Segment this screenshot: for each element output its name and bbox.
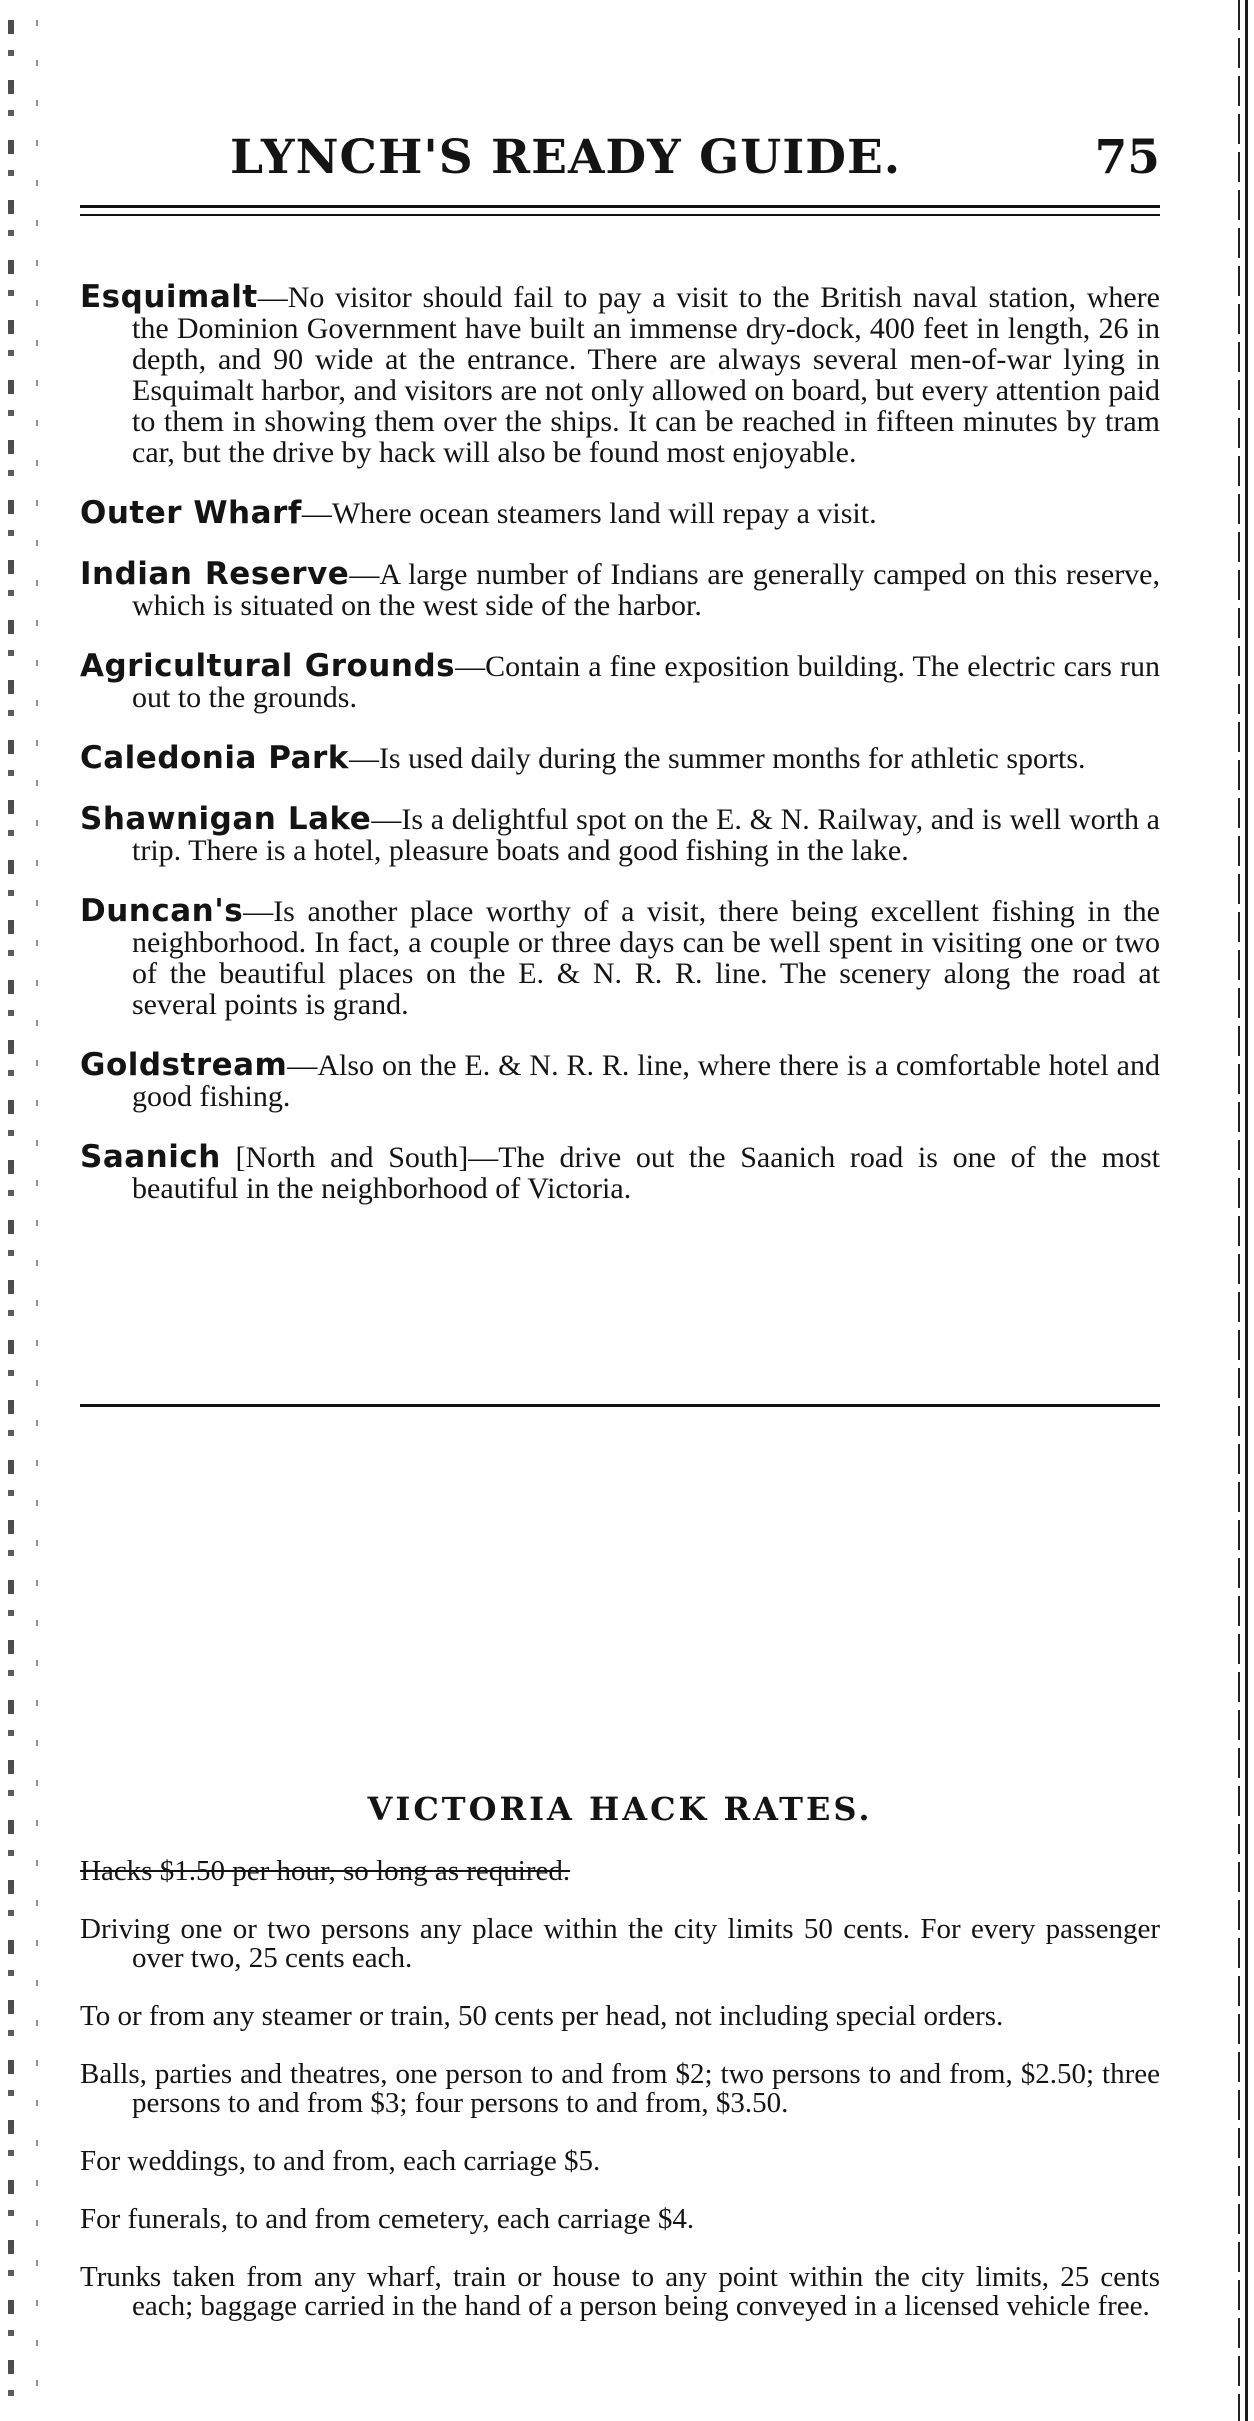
entry-text: [North and South]—The drive out the Saanich road is one of the most beautiful in the neighborhood of Victoria. (132, 1141, 1160, 1205)
scan-edge-left-inner (36, 20, 38, 2400)
page-number: 75 (1094, 130, 1160, 185)
hack-rate-item: For weddings, to and from, each carriage $5. (80, 2145, 601, 2177)
scan-edge-right-inner (1238, 0, 1240, 2421)
running-header (80, 130, 1160, 190)
entry-goldstream (80, 1047, 1160, 1113)
entry-term: Outer Wharf (80, 495, 302, 531)
entry-text: —Is used daily during the summer months for athletic sports. (348, 742, 1086, 775)
entry-term: Duncan's (80, 893, 244, 929)
entry-indian-reserve (80, 556, 1160, 622)
hack-rate-item: Driving one or two persons any place within the city limits 50 cents. For every passenger over two, 25 cents each. (80, 1913, 1160, 1974)
entry-outer-wharf (80, 495, 1160, 531)
hack-rate-item: Balls, parties and theatres, one person to and from $2; two persons to and from, $2.50; three persons to and from $3; four persons to and from, $3.50. (80, 2058, 1160, 2119)
entry-esquimalt (80, 279, 1160, 469)
entry-saanich (80, 1139, 1160, 1205)
hack-rate-item: For funerals, to and from cemetery, each carriage $4. (80, 2203, 695, 2235)
running-title: LYNCH'S READY GUIDE. (230, 130, 902, 185)
attractions-list (80, 252, 1160, 1218)
entry-term: Esquimalt (80, 279, 258, 315)
hack-rate-struck: Hacks $1.50 per hour, so long as required. (80, 1855, 571, 1887)
entry-term: Indian Reserve (80, 556, 350, 592)
entry-term: Caledonia Park (80, 740, 349, 776)
header-rule-bottom (80, 214, 1160, 216)
entry-text: —Where ocean steamers land will repay a visit. (301, 497, 877, 530)
section-divider-rule (80, 1404, 1160, 1407)
hack-rates-title: VICTORIA HACK RATES. (367, 1790, 873, 1828)
entry-text: —Is another place worthy of a visit, there being excellent fishing in the neighborhood. In fact, a couple or three days can be well spent in visiting one or two of the beautiful places on the E. & N. R. R. line. The scenery along the road at several points is grand. (132, 895, 1160, 1021)
entry-duncans (80, 893, 1160, 1021)
entry-term: Agricultural Grounds (80, 648, 456, 684)
entry-text: —Is a delightful spot on the E. & N. Railway, and is well worth a trip. There is a hotel, pleasure boats and good fishing in the lake. (132, 803, 1161, 867)
entry-term: Goldstream (80, 1047, 288, 1083)
header-rule-top (80, 205, 1160, 208)
entry-term: Shawnigan Lake (80, 801, 372, 837)
entry-agricultural-grounds (80, 648, 1160, 714)
hack-rates-section (80, 1790, 1160, 2323)
entry-text: —No visitor should fail to pay a visit to the British naval station, where the Dominion Government have built an immense dry-dock, 400 feet in length, 26 in depth, and 90 wide at the entrance. There are always several men-of-war lying in Esquimalt harbor, and visitors are not only allowed on board, but every attention paid to them in showing them over the ships. It can be reached in fifteen minutes by tram car, but the drive by hack will also be found most enjoyable. (132, 281, 1160, 469)
scan-edge-right (1245, 0, 1248, 2421)
entry-caledonia-park (80, 740, 1160, 776)
hack-rate-item: Trunks taken from any wharf, train or house to any point within the city limits, 25 cents each; baggage carried in the hand of a person being conveyed in a licensed vehicle free. (80, 2261, 1160, 2322)
hack-rate-item: To or from any steamer or train, 50 cents per head, not including special orders. (80, 2000, 1004, 2032)
entry-text: —Also on the E. & N. R. R. line, where there is a comfortable hotel and good fishing. (132, 1049, 1160, 1113)
entry-text: —Contain a fine exposition building. The electric cars run out to the grounds. (132, 650, 1160, 714)
scan-edge-left (8, 20, 14, 2400)
entry-shawnigan-lake (80, 801, 1161, 867)
entry-term: Saanich (80, 1139, 221, 1175)
entry-text: —A large number of Indians are generally camped on this reserve, which is situated on the west side of the harbor. (132, 558, 1160, 622)
